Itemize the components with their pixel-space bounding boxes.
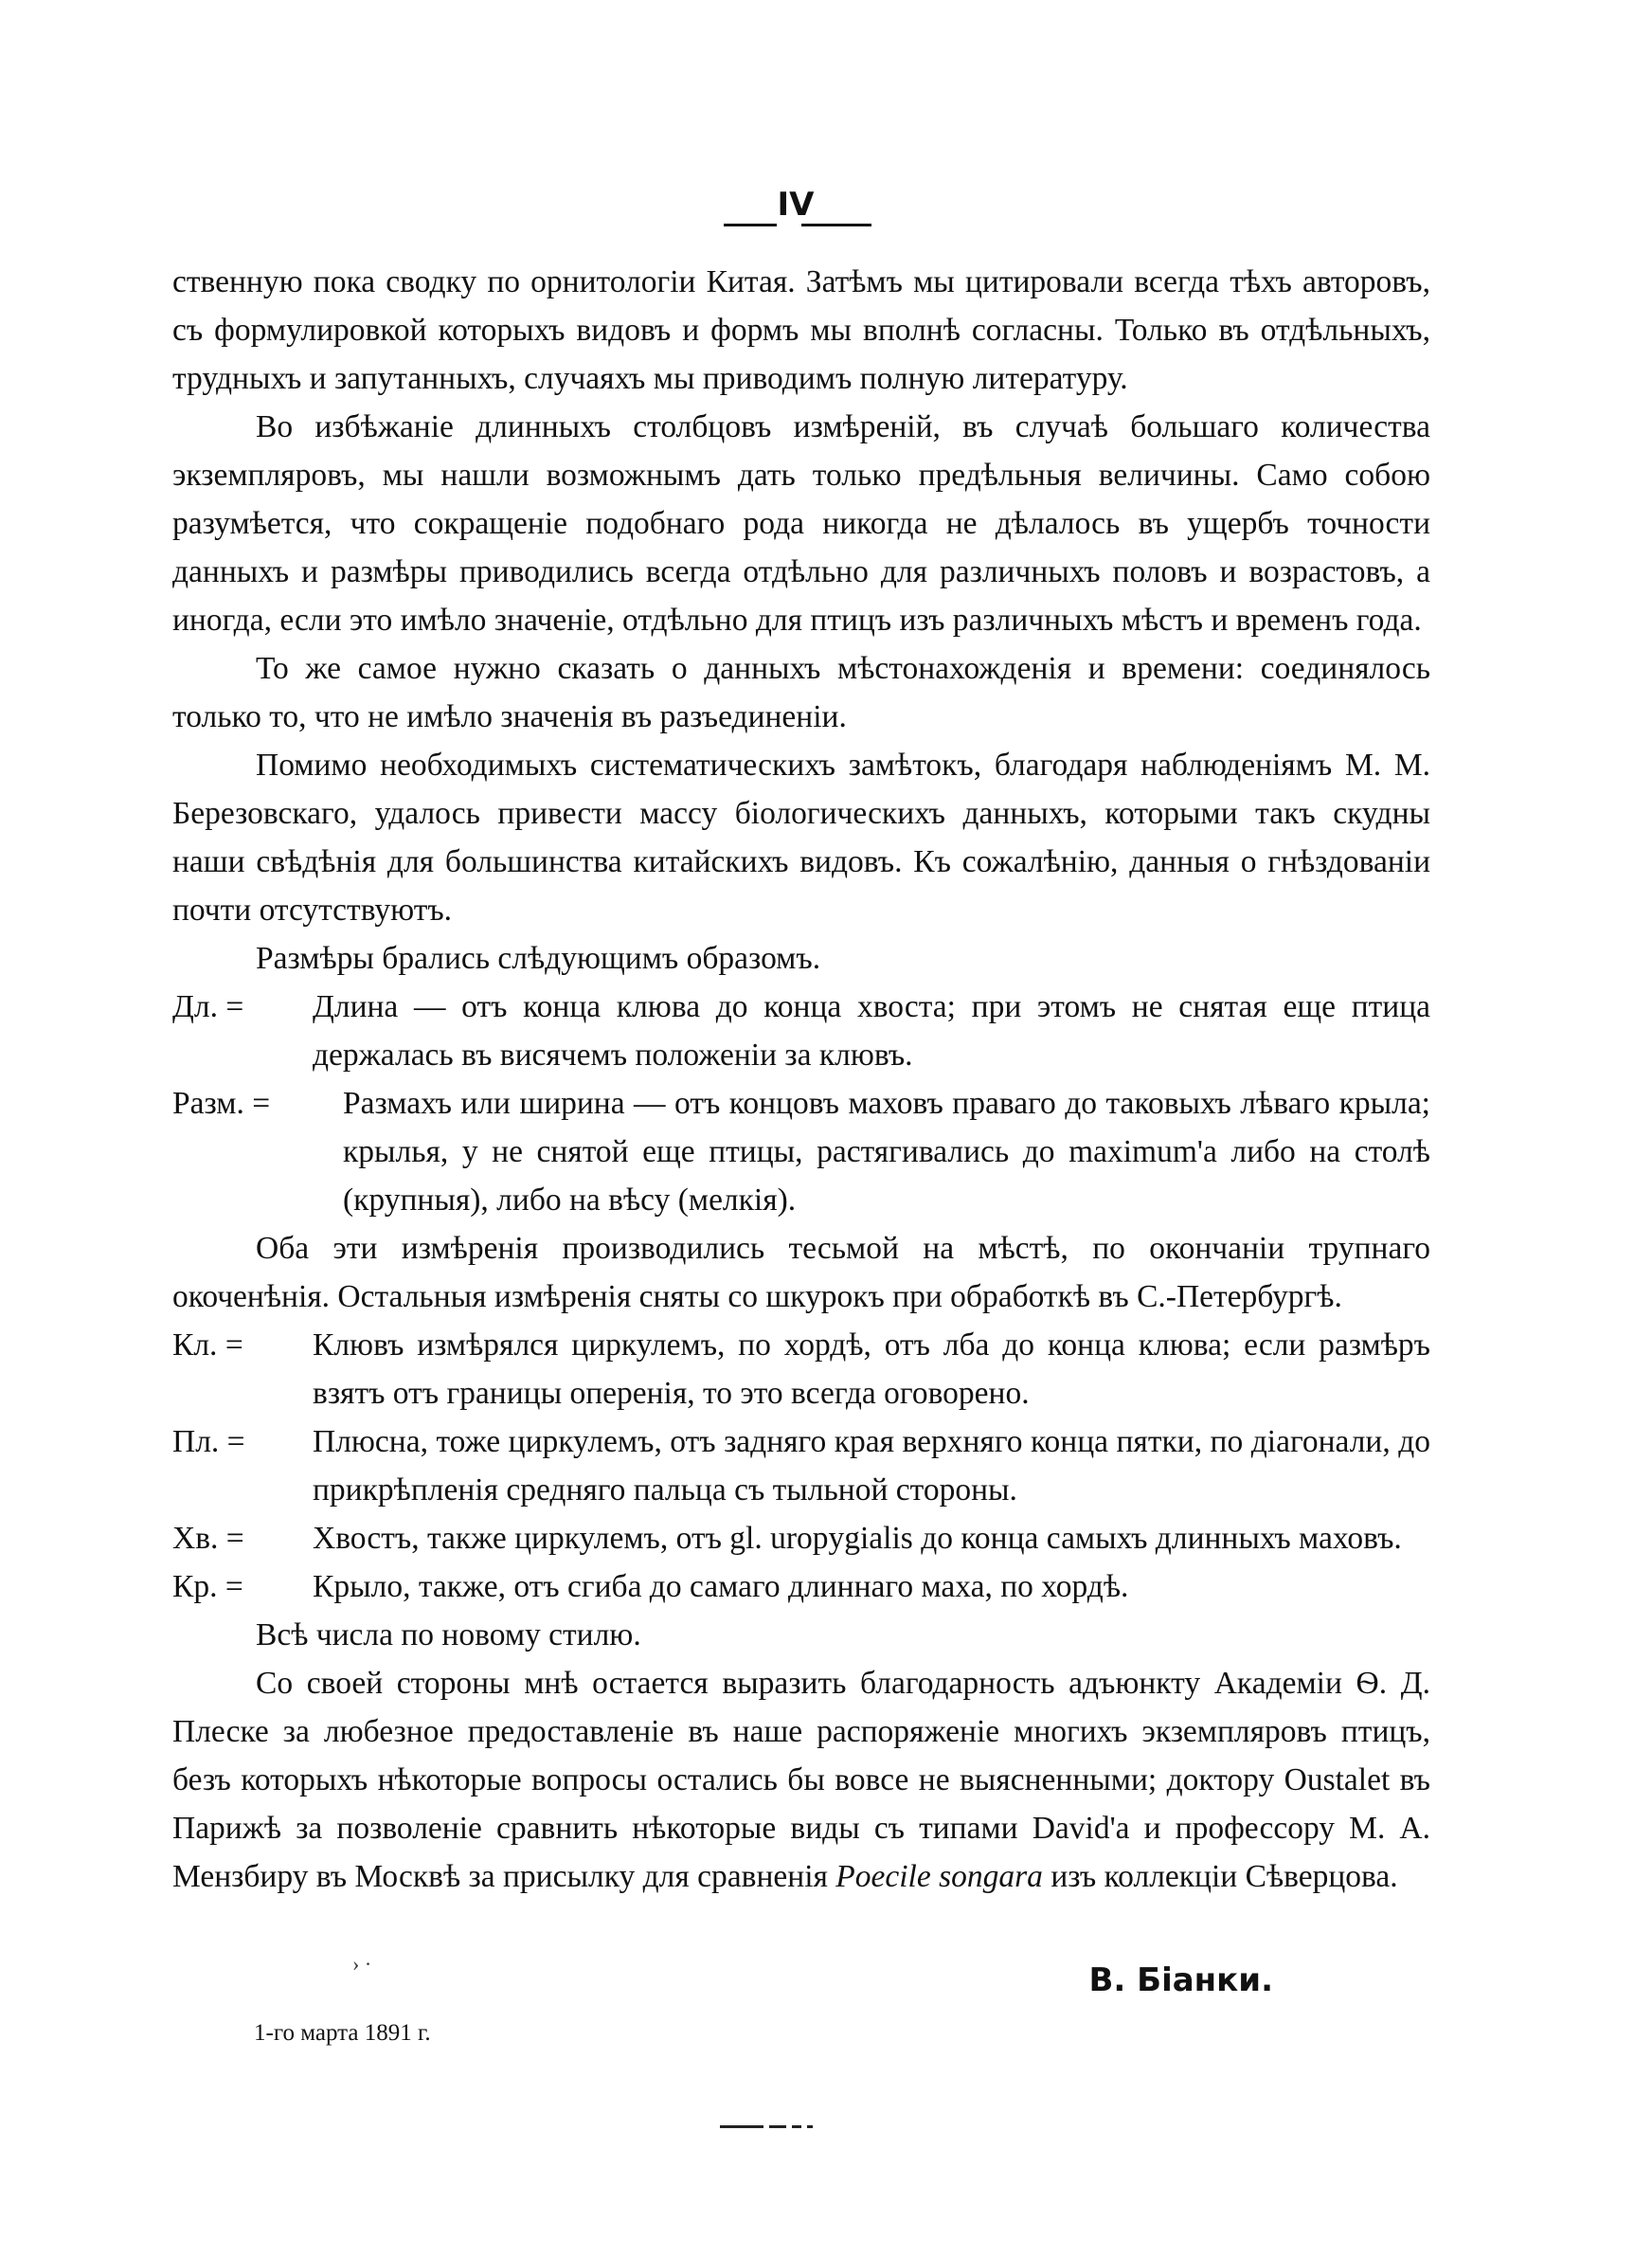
definition-span (172, 1079, 1430, 1224)
page-number: IV (777, 186, 815, 224)
definition-text: Плюсна, тоже циркулемъ, отъ задняго края верхняго конца пятки, по діагонали, до прикрѣпленія средняго пальца съ тыльной стороны. (313, 1424, 1430, 1508)
paragraph-3: То же самое нужно сказать о данныхъ мѣстонахожденія и времени: соединялось только то, что не имѣло значенія въ разъединеніи. (172, 651, 1430, 734)
definition-beak (172, 1321, 1430, 1417)
definition-text: Крыло, также, отъ сгиба до самаго длиннаго маха, по хордѣ. (313, 1569, 1129, 1604)
species-name: Poecile songara (835, 1859, 1043, 1894)
paragraph-5: Размѣры брались слѣдующимъ образомъ. (256, 941, 821, 976)
definition-text: Размахъ или ширина — отъ концовъ маховъ праваго до таковыхъ лѣваго крыла; крылья, у не снятой еще птицы, растягивались до maximum'а либо на столѣ (крупныя), либо на вѣсу (мелкія). (343, 1086, 1430, 1218)
definition-tarsus (172, 1417, 1430, 1514)
stray-mark: › · (352, 1952, 372, 1976)
definition-abbr: Пл. = (172, 1424, 245, 1459)
page-number-rule-left (724, 224, 777, 226)
definition-wing (172, 1562, 1430, 1611)
definition-length (172, 983, 1430, 1079)
definition-abbr: Дл. = (172, 989, 244, 1024)
acknowledgements (172, 1659, 1430, 1901)
definition-text: Длина — отъ конца клюва до конца хвоста; при этомъ не снятая еще птица держалась въ висячемъ положеніи за клювъ. (313, 989, 1430, 1073)
paragraph-2: Во избѣжаніе длинныхъ столбцовъ измѣреній, въ случаѣ большаго количества экземпляровъ, мы нашли возможнымъ дать только предѣльныя величины. Само собою разумѣется, что сокращеніе подобнаго рода никогда не дѣлалось въ ущербъ точности данныхъ и размѣры приводились всегда отдѣльно для различныхъ половъ и возрастовъ, а иногда, если это имѣло значеніе, отдѣльно для птицъ изъ различныхъ мѣстъ и временъ года. (172, 409, 1430, 638)
body-text (172, 258, 1430, 1901)
definition-abbr: Кл. = (172, 1327, 243, 1363)
definition-text: Клювъ измѣрялся циркулемъ, по хордѣ, отъ лба до конца клюва; если размѣръ взятъ отъ границы оперенія, то это всегда оговорено. (313, 1327, 1430, 1411)
page-number-rule-right (801, 224, 871, 226)
definition-tail (172, 1514, 1430, 1562)
note-style: Всѣ числа по новому стилю. (256, 1617, 641, 1652)
acknowledgements-text: Со своей стороны мнѣ остается выразить благодарность адъюнкту Академіи Ѳ. Д. Плеске за любезное предоставленіе въ наше распоряженіе многихъ экземпляровъ птицъ, безъ которыхъ нѣкоторые вопросы остались бы вовсе не выясненными; доктору Oustalet въ Парижѣ за позволеніе сравнить нѣкоторые виды съ типами David'а и профессору М. А. Мензбиру въ Москвѣ за присылку для сравненія (172, 1666, 1430, 1894)
definition-abbr: Кр. = (172, 1569, 243, 1604)
definition-abbr: Разм. = (172, 1086, 271, 1121)
definition-abbr: Хв. = (172, 1521, 244, 1556)
date-line: 1-го марта 1891 г. (254, 2020, 431, 2046)
author-signature: В. Біанки. (1088, 1961, 1273, 1999)
end-rule (720, 2125, 824, 2129)
acknowledgements-tail: изъ коллекціи Сѣверцова. (1050, 1859, 1398, 1894)
paragraph-4: Помимо необходимыхъ систематическихъ замѣтокъ, благодаря наблюденіямъ М. М. Березовскаго, удалось привести массу біологическихъ данныхъ, которыми такъ скудны наши свѣдѣнія для большинства китайскихъ видовъ. Къ сожалѣнію, данныя о гнѣздованіи почти отсутствуютъ. (172, 748, 1430, 928)
paragraph-measurements: Оба эти измѣренія производились тесьмой на мѣстѣ, по окончаніи трупнаго окоченѣнія. Остальныя измѣренія сняты со шкурокъ при обработкѣ въ С.-Петербургѣ. (172, 1231, 1430, 1314)
definition-text: Хвостъ, также циркулемъ, отъ gl. uropygialis до конца самыхъ длинныхъ маховъ. (313, 1521, 1402, 1556)
paragraph-1: ственную пока сводку по орнитологіи Китая. Затѣмъ мы цитировали всегда тѣхъ авторовъ, съ формулировкой которыхъ видовъ и формъ мы вполнѣ согласны. Только въ отдѣльныхъ, трудныхъ и запутанныхъ, случаяхъ мы приводимъ полную литературу. (172, 264, 1430, 396)
